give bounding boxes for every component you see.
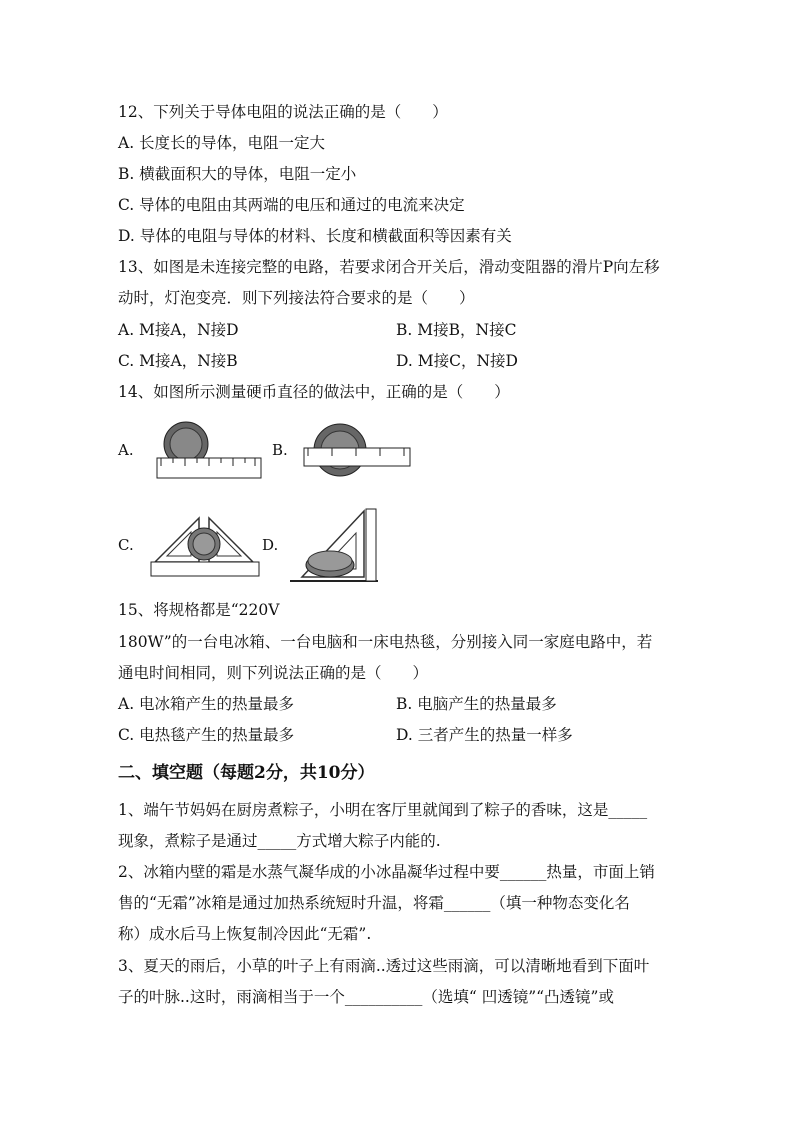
q15-option-c: C. 电热毯产生的热量最多	[118, 726, 295, 744]
q13-stem-line1: 13、如图是未连接完整的电路，若要求闭合开关后，滑动变阻器的滑片P向左移	[118, 258, 660, 276]
q13-option-a: A. M接A，N接D	[118, 321, 239, 339]
q13-option-b: B. M接B，N接C	[396, 321, 517, 339]
q15-option-b: B. 电脑产生的热量最多	[396, 695, 557, 713]
q12-stem: 12、下列关于导体电阻的说法正确的是（ ）	[118, 103, 448, 121]
q15-stem-line2: 180W”的一台电冰箱、一台电脑和一床电热毯，分别接入同一家庭电路中，若	[118, 633, 653, 651]
fill-3-line1: 3、夏天的雨后，小草的叶子上有雨滴..透过这些雨滴，可以清晰地看到下面叶	[118, 957, 650, 975]
section-title: 二、填空题（每题2分，共10分）	[118, 763, 375, 783]
q14-label-c: C.	[118, 536, 134, 554]
q15-option-a: A. 电冰箱产生的热量最多	[118, 695, 295, 713]
fill-2-line2: 售的“无霜”冰箱是通过加热系统短时升温，将霜______（填一种物态变化名	[118, 894, 630, 912]
q15-stem-line3: 通电时间相同，则下列说法正确的是（ ）	[118, 664, 429, 682]
coin-ruler-figure-a	[155, 420, 263, 482]
q14-label-b: B.	[272, 441, 288, 459]
q12-option-b: B. 横截面积大的导体，电阻一定小	[118, 165, 357, 183]
q12-option-c: C. 导体的电阻由其两端的电压和通过的电流来决定	[118, 196, 465, 214]
q13-option-d: D. M接C，N接D	[396, 352, 518, 370]
fill-3-line2: 子的叶脉..这时，雨滴相当于一个__________（选填“ 凹透镜”“凸透镜”或	[118, 988, 614, 1006]
q14-label-d: D.	[262, 536, 279, 554]
q14-stem: 14、如图所示测量硬币直径的做法中，正确的是（ ）	[118, 383, 510, 401]
q12-option-d: D. 导体的电阻与导体的材料、长度和横截面积等因素有关	[118, 227, 512, 245]
coin-triangle-ruler-figure-d	[288, 503, 380, 587]
coin-triangles-figure-c	[147, 510, 262, 582]
q14-label-a: A.	[118, 441, 134, 459]
q12-option-a: A. 长度长的导体，电阻一定大	[118, 134, 326, 152]
q15-stem-line1: 15、将规格都是“220V	[118, 601, 280, 619]
q15-option-d: D. 三者产生的热量一样多	[396, 726, 573, 744]
q13-option-c: C. M接A，N接B	[118, 352, 238, 370]
fill-1-line2: 现象，煮粽子是通过_____方式增大粽子内能的.	[118, 832, 441, 850]
q13-stem-line2: 动时，灯泡变亮．则下列接法符合要求的是（ ）	[118, 289, 475, 307]
coin-ruler-figure-b	[300, 420, 412, 482]
fill-1-line1: 1、端午节妈妈在厨房煮粽子，小明在客厅里就闻到了粽子的香味，这是_____	[118, 801, 648, 819]
fill-2-line1: 2、冰箱内壁的霜是水蒸气凝华成的小冰晶凝华过程中要______热量，市面上销	[118, 863, 655, 881]
fill-2-line3: 称）成水后马上恢复制冷因此“无霜”.	[118, 925, 372, 943]
